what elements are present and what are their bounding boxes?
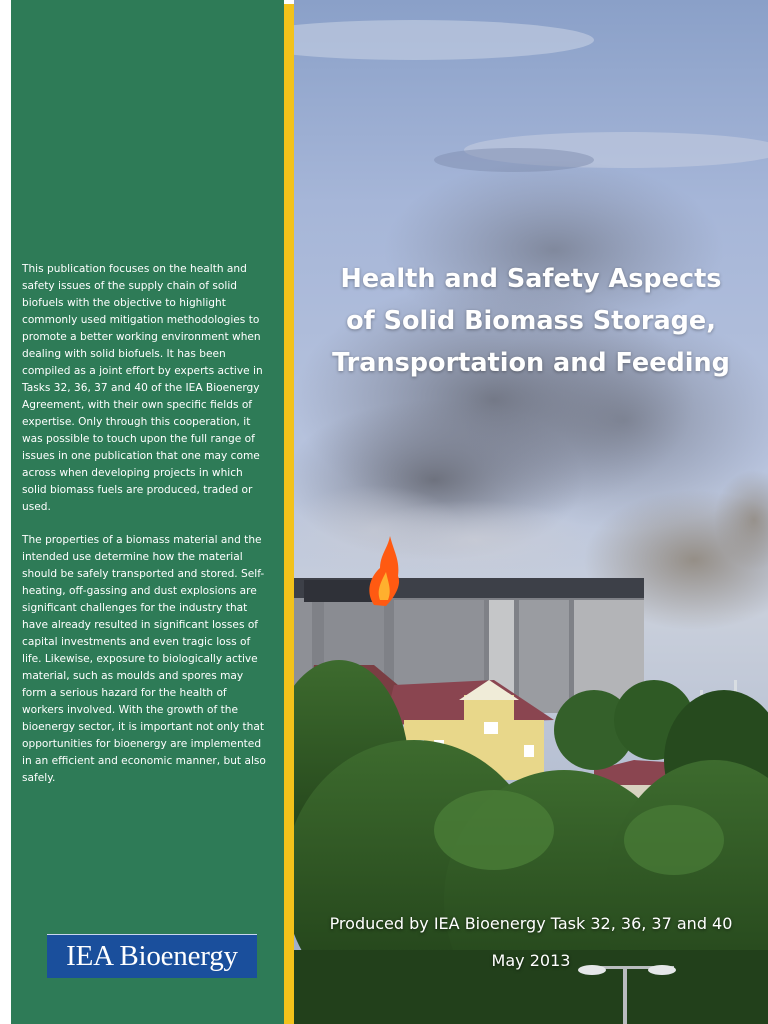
intro-text-block xyxy=(22,261,268,803)
iea-bioenergy-logo xyxy=(47,934,257,978)
publication-date: May 2013 xyxy=(491,951,571,970)
title-line-2: of Solid Biomass Storage, xyxy=(346,306,716,336)
intro-paragraph-1: This publication focuses on the health and safety issues of the supply chain of solid biofuels with the objective to highlight commonly used mitigation methodologies to promote a better working environment when dealing with solid biofuels. It has been compiled as a joint effort by experts active in Tasks 32, 36, 37 and 40 of the IEA Bioenergy Agreement, with their own specific fields of expertise. Only through this cooperation, it was possible to touch upon the full range of issues in one publication that one may come across when developing projects in which solid biomass fuels are produced, traded or used. xyxy=(22,263,263,513)
intro-paragraph-2: The properties of a biomass material and the intended use determine how the material should be safely transported and stored. Self-heating, off-gassing and dust explosions are significant challenges for the industry that have already resulted in significant losses of capital investments and even tragic loss of life. Likewise, exposure to biologically active material, such as moulds and spores may form a serious hazard for the health of workers involved. With the growth of the bioenergy sector, it is important not only that opportunities for bioenergy are implemented in an efficient and economic manner, but also safely. xyxy=(22,534,266,784)
produced-by-line: Produced by IEA Bioenergy Task 32, 36, 37 and 40 xyxy=(329,914,733,933)
title-line-1: Health and Safety Aspects xyxy=(340,264,722,294)
cover-title xyxy=(300,258,762,384)
title-line-3: Transportation and Feeding xyxy=(332,348,730,378)
gold-divider-bar xyxy=(284,4,294,1024)
logo-text: IEA Bioenergy xyxy=(66,940,238,972)
photo-illustration xyxy=(294,0,768,1024)
silo-fire-photo xyxy=(294,0,768,1024)
